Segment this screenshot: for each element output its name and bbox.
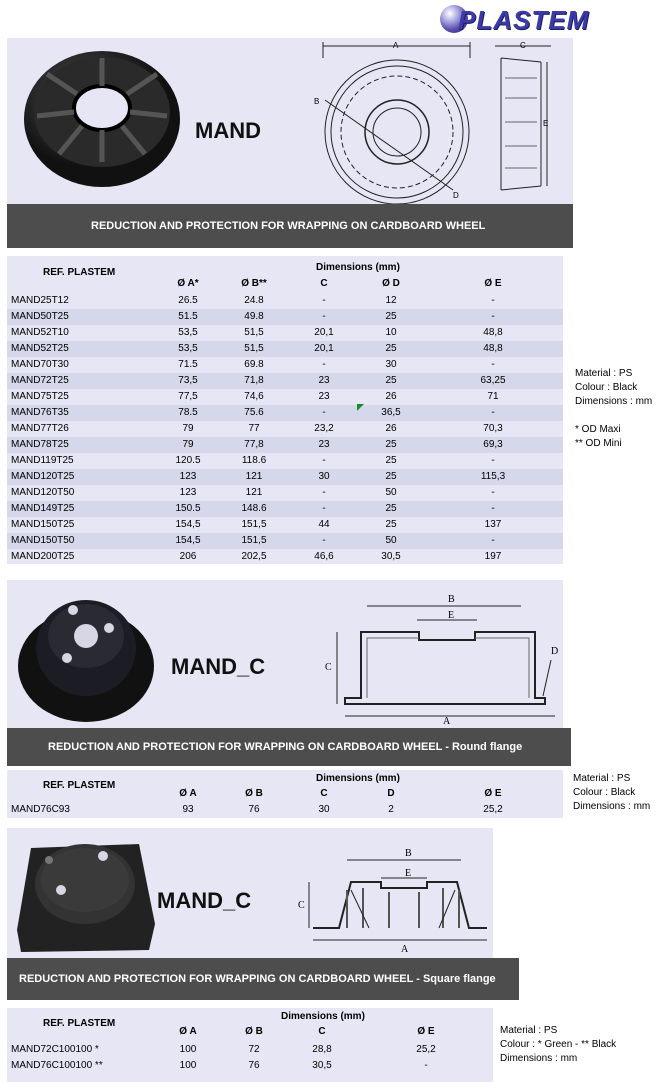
square-col-e: Ø E xyxy=(417,1026,435,1037)
value-cell: 118.6 xyxy=(241,455,267,466)
value-cell: - xyxy=(491,407,495,418)
round-col-c: C xyxy=(320,788,328,799)
value-cell: - xyxy=(424,1060,428,1071)
value-cell: 25 xyxy=(385,375,397,386)
ref-cell: MAND70T30 xyxy=(11,359,69,370)
dim-label-b: B xyxy=(314,97,320,106)
value-cell: - xyxy=(322,487,326,498)
round-label-d: D xyxy=(551,646,559,657)
mand-c-round-photo xyxy=(15,588,157,724)
value-cell: 23 xyxy=(318,391,330,402)
mand-c-round-banner: REDUCTION AND PROTECTION FOR WRAPPING ON CARDBOARD WHEEL - Round flange xyxy=(7,728,571,766)
round-dimensions-header: Dimensions (mm) xyxy=(316,773,400,784)
mand-c-square-notes xyxy=(500,1024,616,1066)
ref-cell: MAND52T25 xyxy=(11,343,69,354)
note-od-mini: ** OD Mini xyxy=(575,438,622,449)
value-cell: 93 xyxy=(182,804,194,815)
table-row xyxy=(7,325,563,341)
table-row xyxy=(7,517,563,533)
table-row xyxy=(7,802,563,818)
value-cell: 30 xyxy=(318,804,330,815)
mand-technical-drawing xyxy=(305,38,569,204)
round-label-b: B xyxy=(448,594,455,605)
value-cell: 63,25 xyxy=(480,375,506,386)
table-row xyxy=(7,437,563,453)
value-cell: 79 xyxy=(182,439,194,450)
mand-c-round-drawing xyxy=(325,588,561,724)
round-col-a: Ø A xyxy=(179,788,197,799)
round-label-e: E xyxy=(448,610,455,621)
dim-label-d: D xyxy=(453,191,459,200)
table-row xyxy=(7,501,563,517)
value-cell: 26 xyxy=(385,391,397,402)
mand-c-square-title: MAND_C xyxy=(157,888,252,913)
col-d: Ø D xyxy=(382,278,400,289)
table-row xyxy=(7,341,563,357)
ref-cell: MAND120T25 xyxy=(11,471,75,482)
value-cell: 30 xyxy=(318,471,330,482)
ref-plastem-header: REF. PLASTEM xyxy=(43,267,116,278)
table-row xyxy=(7,485,563,501)
value-cell: 79 xyxy=(182,423,194,434)
value-cell: 100 xyxy=(179,1060,197,1071)
table-row xyxy=(7,469,563,485)
value-cell: 123 xyxy=(179,471,197,482)
mand-c-square-photo xyxy=(11,834,159,954)
value-cell: 25 xyxy=(385,519,397,530)
value-cell: - xyxy=(322,503,326,514)
ref-cell: MAND119T25 xyxy=(11,455,74,466)
value-cell: - xyxy=(322,311,326,322)
value-cell: 51.5 xyxy=(178,311,198,322)
value-cell: 48,8 xyxy=(483,343,503,354)
mand-banner: REDUCTION AND PROTECTION FOR WRAPPING ON CARDBOARD WHEEL xyxy=(7,204,573,248)
ref-cell: MAND150T50 xyxy=(11,535,75,546)
value-cell: 24.8 xyxy=(244,295,264,306)
ref-cell: MAND149T25 xyxy=(11,503,75,514)
round-note-colour: Colour : Black xyxy=(573,787,636,798)
ref-cell: MAND25T12 xyxy=(11,295,69,306)
value-cell: 20,1 xyxy=(314,327,334,338)
value-cell: 151,5 xyxy=(241,519,267,530)
ref-cell: MAND50T25 xyxy=(11,311,69,322)
logo-text: PLASTEM xyxy=(458,5,590,35)
dimensions-header: Dimensions (mm) xyxy=(316,262,400,273)
square-col-b: Ø B xyxy=(245,1026,263,1037)
value-cell: 51,5 xyxy=(244,327,264,338)
col-a: Ø A* xyxy=(177,278,199,289)
square-label-a: A xyxy=(401,944,409,955)
value-cell: 28,8 xyxy=(312,1044,332,1055)
value-cell: - xyxy=(322,407,326,418)
ref-cell: MAND76C100100 ** xyxy=(11,1060,103,1071)
square-label-c: C xyxy=(298,900,305,911)
value-cell: 51,5 xyxy=(244,343,264,354)
value-cell: 30,5 xyxy=(312,1060,332,1071)
value-cell: - xyxy=(322,455,326,466)
mand-c-square-panel xyxy=(7,828,493,958)
mand-c-round-title: MAND_C xyxy=(171,654,266,679)
ref-cell: MAND77T26 xyxy=(11,423,69,434)
value-cell: - xyxy=(491,487,495,498)
round-ref-header: REF. PLASTEM xyxy=(43,780,116,791)
note-material: Material : PS xyxy=(575,368,633,379)
round-note-dimensions: Dimensions : mm xyxy=(573,801,651,812)
value-cell: 23 xyxy=(318,375,330,386)
mand-c-square-table xyxy=(7,1008,493,1082)
value-cell: 23,2 xyxy=(314,423,334,434)
col-e: Ø E xyxy=(484,278,502,289)
round-note-material: Material : PS xyxy=(573,773,631,784)
square-label-e: E xyxy=(405,868,412,879)
value-cell: - xyxy=(322,295,326,306)
mand-c-round-panel xyxy=(7,580,563,728)
square-label-b: B xyxy=(405,848,412,859)
value-cell: 137 xyxy=(484,519,502,530)
table-row xyxy=(7,533,563,549)
mand-title: MAND xyxy=(195,118,261,143)
value-cell: 50 xyxy=(385,487,397,498)
value-cell: 121 xyxy=(245,471,263,482)
comment-marker-icon xyxy=(357,404,365,412)
ref-cell: MAND200T25 xyxy=(11,551,75,562)
value-cell: 25 xyxy=(385,471,397,482)
ref-cell: MAND120T50 xyxy=(11,487,75,498)
table-row xyxy=(7,293,563,309)
value-cell: 100 xyxy=(179,1044,197,1055)
value-cell: 78.5 xyxy=(178,407,198,418)
value-cell: 115,3 xyxy=(480,471,506,482)
value-cell: 76 xyxy=(248,804,260,815)
value-cell: 36,5 xyxy=(381,407,401,418)
mand-product-photo xyxy=(17,44,187,194)
value-cell: 30 xyxy=(385,359,397,370)
value-cell: 74,6 xyxy=(244,391,264,402)
round-label-c: C xyxy=(325,662,332,673)
table-row xyxy=(7,357,563,373)
dim-label-c: C xyxy=(520,41,526,50)
value-cell: 20,1 xyxy=(314,343,334,354)
col-b: Ø B** xyxy=(241,278,267,289)
ref-cell: MAND78T25 xyxy=(11,439,69,450)
value-cell: 69,3 xyxy=(483,439,503,450)
round-col-b: Ø B xyxy=(245,788,263,799)
mand-notes xyxy=(575,367,652,451)
value-cell: - xyxy=(491,503,495,514)
value-cell: - xyxy=(322,359,326,370)
note-dimensions: Dimensions : mm xyxy=(575,396,653,407)
value-cell: 150.5 xyxy=(175,503,201,514)
mand-c-round-notes xyxy=(573,772,650,814)
value-cell: 53,5 xyxy=(178,343,198,354)
ref-cell: MAND75T25 xyxy=(11,391,69,402)
value-cell: - xyxy=(491,295,495,306)
ref-cell: MAND72T25 xyxy=(11,375,69,386)
ref-cell: MAND72C100100 * xyxy=(11,1044,99,1055)
value-cell: 46,6 xyxy=(314,551,334,562)
value-cell: 25 xyxy=(385,455,397,466)
square-col-a: Ø A xyxy=(179,1026,197,1037)
value-cell: - xyxy=(322,535,326,546)
square-note-dimensions: Dimensions : mm xyxy=(500,1053,578,1064)
ref-cell: MAND150T25 xyxy=(11,519,75,530)
table-row xyxy=(7,421,563,437)
value-cell: 154,5 xyxy=(175,519,201,530)
value-cell: 50 xyxy=(385,535,397,546)
value-cell: 25,2 xyxy=(416,1044,436,1055)
value-cell: 71.5 xyxy=(178,359,198,370)
value-cell: 154,5 xyxy=(175,535,201,546)
ref-cell: MAND76T35 xyxy=(11,407,69,418)
table-row xyxy=(7,549,563,565)
value-cell: 25 xyxy=(385,311,397,322)
value-cell: 26 xyxy=(385,423,397,434)
note-od-maxi: * OD Maxi xyxy=(575,424,621,435)
value-cell: 123 xyxy=(179,487,197,498)
value-cell: 25,2 xyxy=(483,804,503,815)
value-cell: 148.6 xyxy=(241,503,267,514)
value-cell: 202,5 xyxy=(241,551,267,562)
dim-label-a: A xyxy=(393,41,399,50)
value-cell: 77,8 xyxy=(244,439,264,450)
value-cell: - xyxy=(491,359,495,370)
value-cell: 72 xyxy=(248,1044,260,1055)
mand-c-square-drawing xyxy=(291,842,491,956)
square-col-c: C xyxy=(318,1026,326,1037)
value-cell: 73,5 xyxy=(178,375,198,386)
value-cell: 25 xyxy=(385,503,397,514)
value-cell: 71 xyxy=(487,391,499,402)
value-cell: 2 xyxy=(388,804,394,815)
round-col-d: D xyxy=(387,788,395,799)
value-cell: 23 xyxy=(318,439,330,450)
value-cell: 121 xyxy=(245,487,263,498)
square-ref-header: REF. PLASTEM xyxy=(43,1018,116,1029)
round-col-e: Ø E xyxy=(484,788,502,799)
table-row xyxy=(7,309,563,325)
value-cell: 151,5 xyxy=(241,535,267,546)
col-c: C xyxy=(320,278,328,289)
mand-c-square-banner: REDUCTION AND PROTECTION FOR WRAPPING ON CARDBOARD WHEEL - Square flange xyxy=(7,958,519,1000)
value-cell: - xyxy=(491,311,495,322)
value-cell: 25 xyxy=(385,343,397,354)
mand-c-round-table xyxy=(7,770,563,818)
value-cell: 70,3 xyxy=(483,423,503,434)
value-cell: 206 xyxy=(179,551,197,562)
mand-product-panel xyxy=(7,38,573,204)
note-colour: Colour : Black xyxy=(575,382,638,393)
square-note-material: Material : PS xyxy=(500,1025,558,1036)
value-cell: - xyxy=(491,455,495,466)
value-cell: 25 xyxy=(385,439,397,450)
table-row xyxy=(7,373,563,389)
table-row xyxy=(7,1042,493,1058)
mand-table xyxy=(7,256,563,564)
value-cell: 10 xyxy=(385,327,397,338)
value-cell: 44 xyxy=(318,519,330,530)
table-row xyxy=(7,405,563,421)
value-cell: 77 xyxy=(248,423,260,434)
table-row xyxy=(7,1058,493,1074)
value-cell: 120.5 xyxy=(175,455,201,466)
value-cell: 48,8 xyxy=(483,327,503,338)
value-cell: 12 xyxy=(385,295,397,306)
table-row xyxy=(7,389,563,405)
value-cell: 75.6 xyxy=(244,407,264,418)
table-row xyxy=(7,453,563,469)
square-note-colour: Colour : * Green - ** Black xyxy=(500,1039,617,1050)
ref-cell: MAND52T10 xyxy=(11,327,69,338)
value-cell: 53,5 xyxy=(178,327,198,338)
plastem-logo xyxy=(440,5,610,35)
round-label-a: A xyxy=(443,716,451,724)
value-cell: 69.8 xyxy=(244,359,264,370)
value-cell: 197 xyxy=(484,551,502,562)
dim-label-e: E xyxy=(543,119,549,128)
value-cell: 76 xyxy=(248,1060,260,1071)
ref-cell: MAND76C93 xyxy=(11,804,70,815)
value-cell: 49.8 xyxy=(244,311,264,322)
value-cell: 30,5 xyxy=(381,551,401,562)
value-cell: 71,8 xyxy=(244,375,264,386)
value-cell: - xyxy=(491,535,495,546)
value-cell: 77,5 xyxy=(178,391,198,402)
square-dimensions-header: Dimensions (mm) xyxy=(281,1011,365,1022)
value-cell: 26.5 xyxy=(178,295,198,306)
